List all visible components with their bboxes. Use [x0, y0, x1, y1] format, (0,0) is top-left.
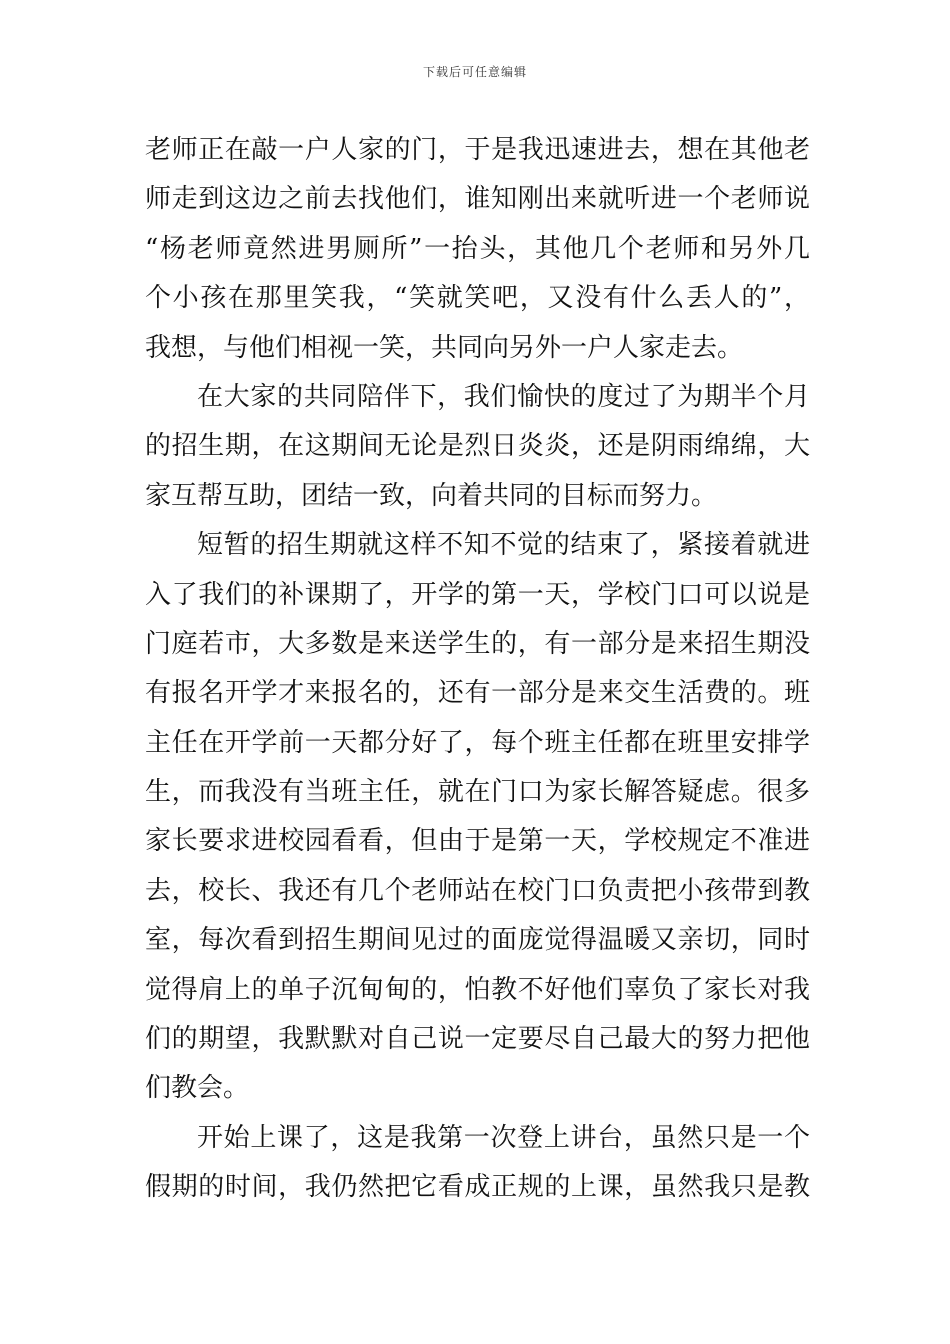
text-line: 开始上课了，这是我第一次登上讲台，虽然只是一个	[197, 1122, 810, 1153]
paragraph-4	[145, 1114, 810, 1213]
text-line: 主任在开学前一天都分好了，每个班主任都在班里安排学	[145, 727, 810, 758]
text-line: 假期的时间，我仍然把它看成正规的上课，虽然我只是教	[145, 1172, 810, 1203]
page-header: 下载后可任意编辑	[422, 65, 527, 79]
text-line: 们的期望，我默默对自己说一定要尽自己最大的努力把他	[145, 1024, 810, 1055]
text-line: 觉得肩上的单子沉甸甸的，怕教不好他们辜负了家长对我	[145, 974, 810, 1005]
text-line: 我想，与他们相视一笑，共同向另外一户人家走去。	[145, 332, 744, 363]
text-line: 室，每次看到招生期间见过的面庞觉得温暖又亲切，同时	[145, 925, 810, 956]
text-line: 生，而我没有当班主任，就在门口为家长解答疑虑。很多	[145, 777, 810, 808]
text-line: 去，校长、我还有几个老师站在校门口负责把小孩带到教	[145, 875, 810, 906]
document-body	[145, 126, 810, 1213]
text-line: “杨老师竟然进男厕所”一抬头，其他几个老师和另外几	[145, 233, 810, 264]
text-line: 家长要求进校园看看，但由于是第一天，学校规定不准进	[145, 826, 810, 857]
text-line: 门庭若市，大多数是来送学生的，有一部分是来招生期没	[145, 628, 810, 659]
text-line: 师走到这边之前去找他们，谁知刚出来就听进一个老师说	[145, 184, 810, 215]
text-line: 有报名开学才来报名的，还有一部分是来交生活费的。班	[145, 678, 810, 709]
text-line: 个小孩在那里笑我，“笑就笑吧，又没有什么丢人的”，	[145, 283, 810, 314]
text-line: 家互帮互助，团结一致，向着共同的目标而努力。	[145, 480, 718, 511]
text-line: 在大家的共同陪伴下，我们愉快的度过了为期半个月	[197, 381, 810, 412]
text-line: 入了我们的补课期了，开学的第一天，学校门口可以说是	[145, 579, 810, 610]
text-line: 们教会。	[145, 1073, 250, 1104]
text-line: 短暂的招生期就这样不知不觉的结束了，紧接着就进	[197, 530, 810, 561]
text-line: 老师正在敲一户人家的门，于是我迅速进去，想在其他老	[145, 135, 810, 165]
paragraph-1	[145, 126, 810, 373]
paragraph-3	[145, 521, 810, 1114]
text-line: 的招生期，在这期间无论是烈日炎炎，还是阴雨绵绵，大	[145, 431, 810, 462]
paragraph-2	[145, 373, 810, 521]
